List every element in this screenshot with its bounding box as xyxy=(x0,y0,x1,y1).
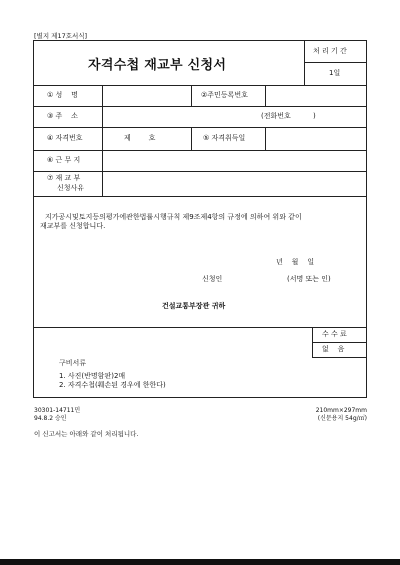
row-line xyxy=(33,127,366,128)
reason-label-line1: ⑦ 재 교 부 xyxy=(47,174,81,182)
fee-mid-line xyxy=(312,342,366,343)
reason-label-line2: 신청사유 xyxy=(57,184,85,192)
processing-period-label: 처 리 기 간 xyxy=(313,47,347,55)
resident-divider-right xyxy=(265,85,266,106)
acquired-date-label: ⑤ 자격취득일 xyxy=(203,134,246,142)
paper-size: 210mm×297mm xyxy=(315,407,367,414)
form-number: [별지 제17호서식] xyxy=(34,32,88,40)
documents-title: 구비서류 xyxy=(59,359,87,367)
date-line: 년 월 일 xyxy=(276,258,315,266)
statement-line1: 지가공시및토지등의평가에관한법률시행규칙 제9조제4항의 규정에 의하여 위와 같이 xyxy=(45,213,302,221)
fee-value: 없 음 xyxy=(322,345,345,353)
document-item: 1. 사진(반명함판)2매 xyxy=(59,372,126,380)
license-divider-right xyxy=(265,127,266,150)
license-divider-left xyxy=(191,127,192,150)
processing-divider xyxy=(304,62,366,63)
applicant-label: 신청인 xyxy=(202,275,223,283)
fee-top-line xyxy=(33,327,366,328)
form-title: 자격수첩 재교부 신청서 xyxy=(88,58,227,73)
row-line xyxy=(33,171,366,172)
workplace-label: ⑥ 근 무 지 xyxy=(47,156,81,164)
address-label: ③ 주 소 xyxy=(47,112,78,120)
paper-spec: (신문용지 54g/㎡) xyxy=(317,415,367,422)
row-line xyxy=(33,150,366,151)
license-no-value: 제 호 xyxy=(124,134,156,142)
phone-label: (전화번호 ) xyxy=(261,112,316,120)
resident-divider-left xyxy=(191,85,192,106)
form-code: 30301-14711민 xyxy=(34,407,81,414)
row-line xyxy=(33,85,366,86)
statement-line2: 재교부를 신청합니다. xyxy=(40,222,106,230)
addressee: 건설교통부장관 귀하 xyxy=(162,302,226,310)
process-note: 이 신고서는 아래와 같이 처리됩니다. xyxy=(34,430,139,438)
license-no-label: ④ 자격번호 xyxy=(47,134,83,142)
resident-no-label: ②주민등록번호 xyxy=(201,91,248,99)
page-edge xyxy=(0,559,400,565)
name-label: ① 성 명 xyxy=(47,91,78,99)
approval-date: 94.8.2 승인 xyxy=(34,415,67,422)
row-line xyxy=(33,196,366,197)
fee-bottom-line xyxy=(312,357,366,358)
label-column-divider xyxy=(102,85,103,196)
fee-label: 수 수 료 xyxy=(322,330,347,338)
processing-period-value: 1일 xyxy=(329,69,341,77)
row-line xyxy=(33,106,366,107)
applicant-sign: (서명 또는 인) xyxy=(287,275,331,283)
document-item: 2. 자격수첩(훼손된 경우에 한한다) xyxy=(59,381,166,389)
